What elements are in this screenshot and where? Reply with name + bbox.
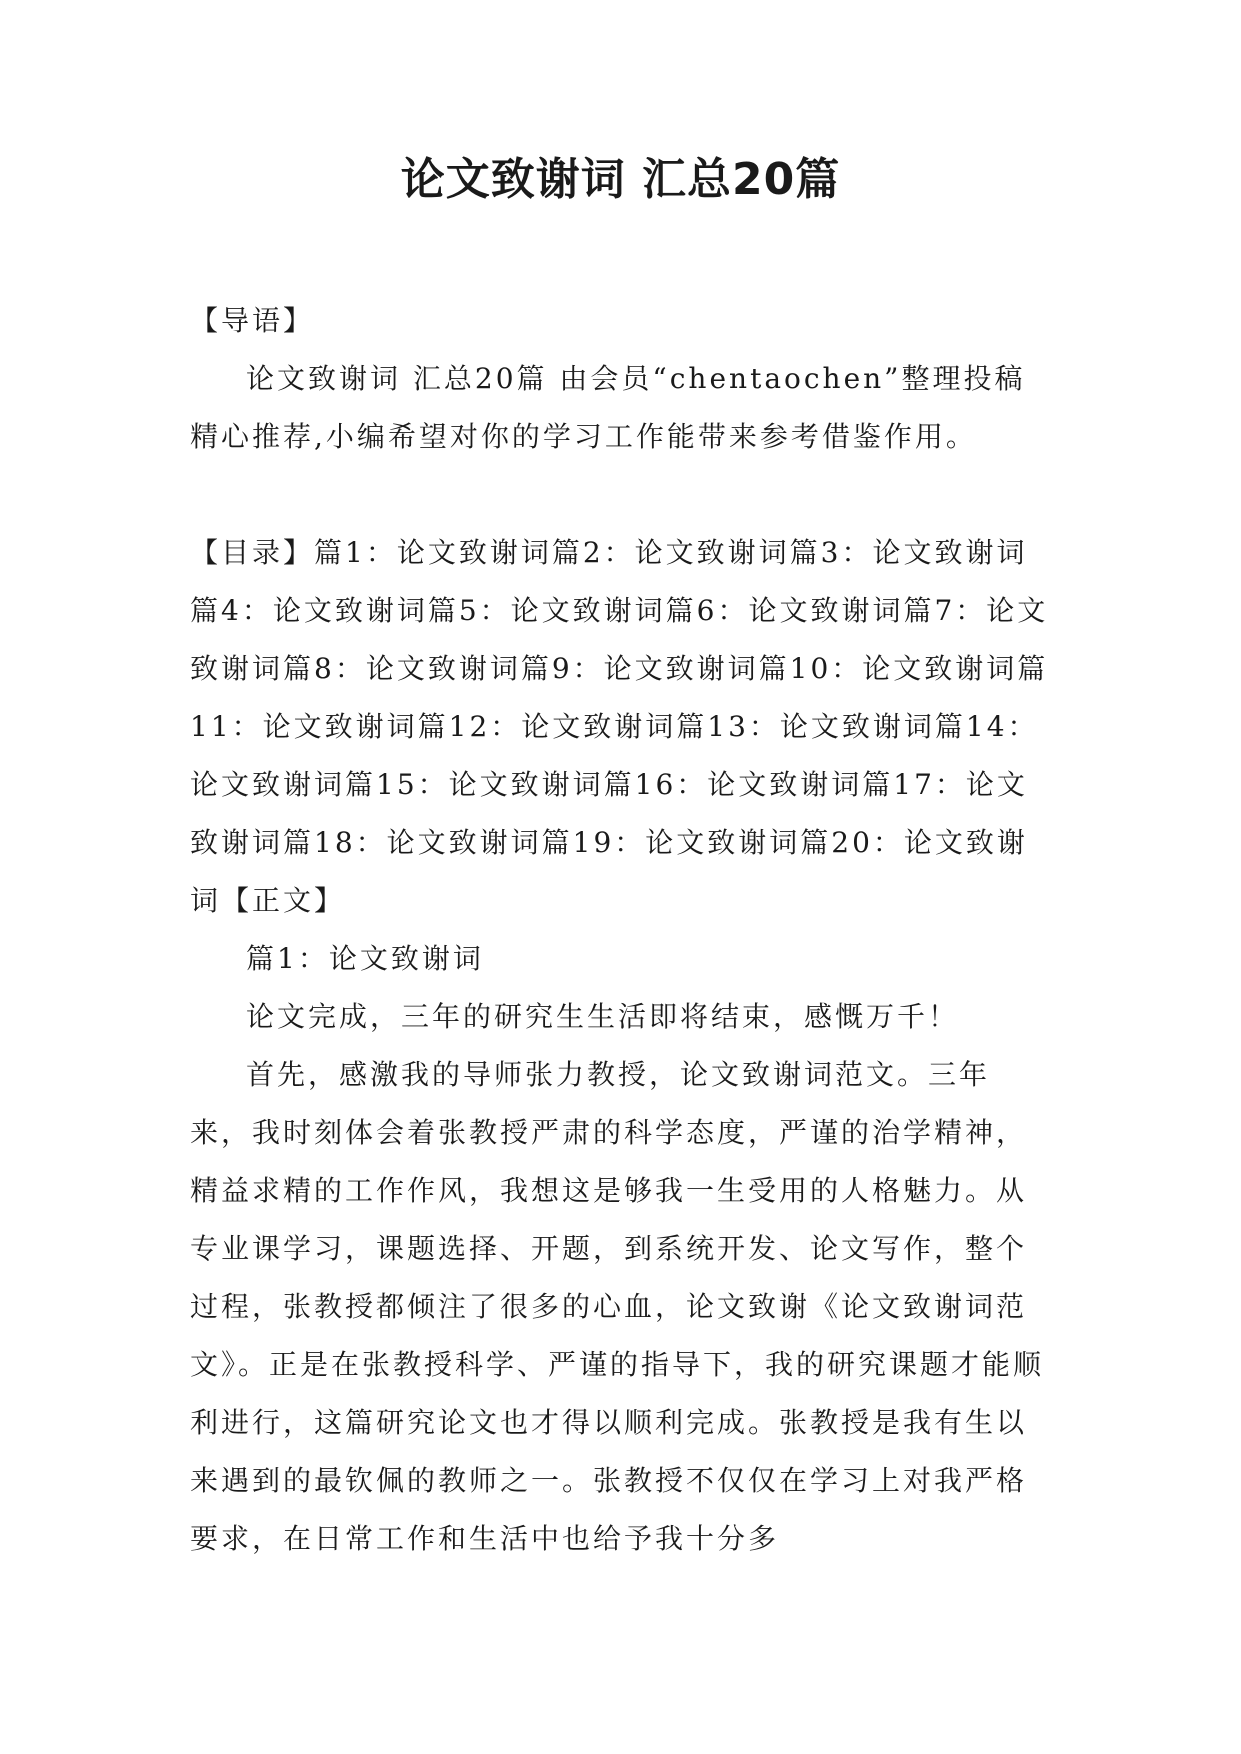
section-title: 篇1：论文致谢词 — [246, 942, 484, 975]
toc-list: 篇1：论文致谢词篇2：论文致谢词篇3：论文致谢词篇4：论文致谢词篇5：论文致谢词篇6：论文致谢词篇7：论文致谢词篇8：论文致谢词篇9：论文致谢词篇10：论文致谢词篇11：论文致谢词篇12：论文致谢词篇13：论文致谢词篇14：论文致谢词篇15：论文致谢词篇16：论文致谢词篇17：论文致谢词篇18：论文致谢词篇19：论文致谢词篇20：论文致谢词 — [190, 536, 1049, 917]
toc-heading: 【目录】 — [190, 536, 315, 569]
document-body — [190, 292, 1050, 1568]
body-paragraph-1: 论文完成，三年的研究生生活即将结束，感慨万千！ — [246, 1000, 960, 1033]
intro-paragraph: 论文致谢词 汇总20篇 由会员“chentaochen”整理投稿精心推荐,小编希望对你的学习工作能带来参考借鉴作用。 — [190, 362, 1026, 453]
body-paragraph-2: 首先，感激我的导师张力教授，论文致谢词范文。三年来，我时刻体会着张教授严肃的科学态度，严谨的治学精神，精益求精的工作作风，我想这是够我一生受用的人格魅力。从专业课学习，课题选择、开题，到系统开发、论文写作，整个过程，张教授都倾注了很多的心血，论文致谢《论文致谢词范文》。正是在张教授科学、严谨的指导下，我的研究课题才能顺利进行，这篇研究论文也才得以顺利完成。张教授是我有生以来遇到的最钦佩的教师之一。张教授不仅仅在学习上对我严格要求，在日常工作和生活中也给予我十分多 — [190, 1058, 1045, 1555]
intro-heading: 【导语】 — [190, 304, 315, 337]
document-title: 论文致谢词 汇总20篇 — [400, 154, 841, 205]
toc-block — [190, 524, 1050, 930]
paragraph-gap — [190, 466, 1050, 524]
body-heading: 【正文】 — [221, 884, 346, 917]
